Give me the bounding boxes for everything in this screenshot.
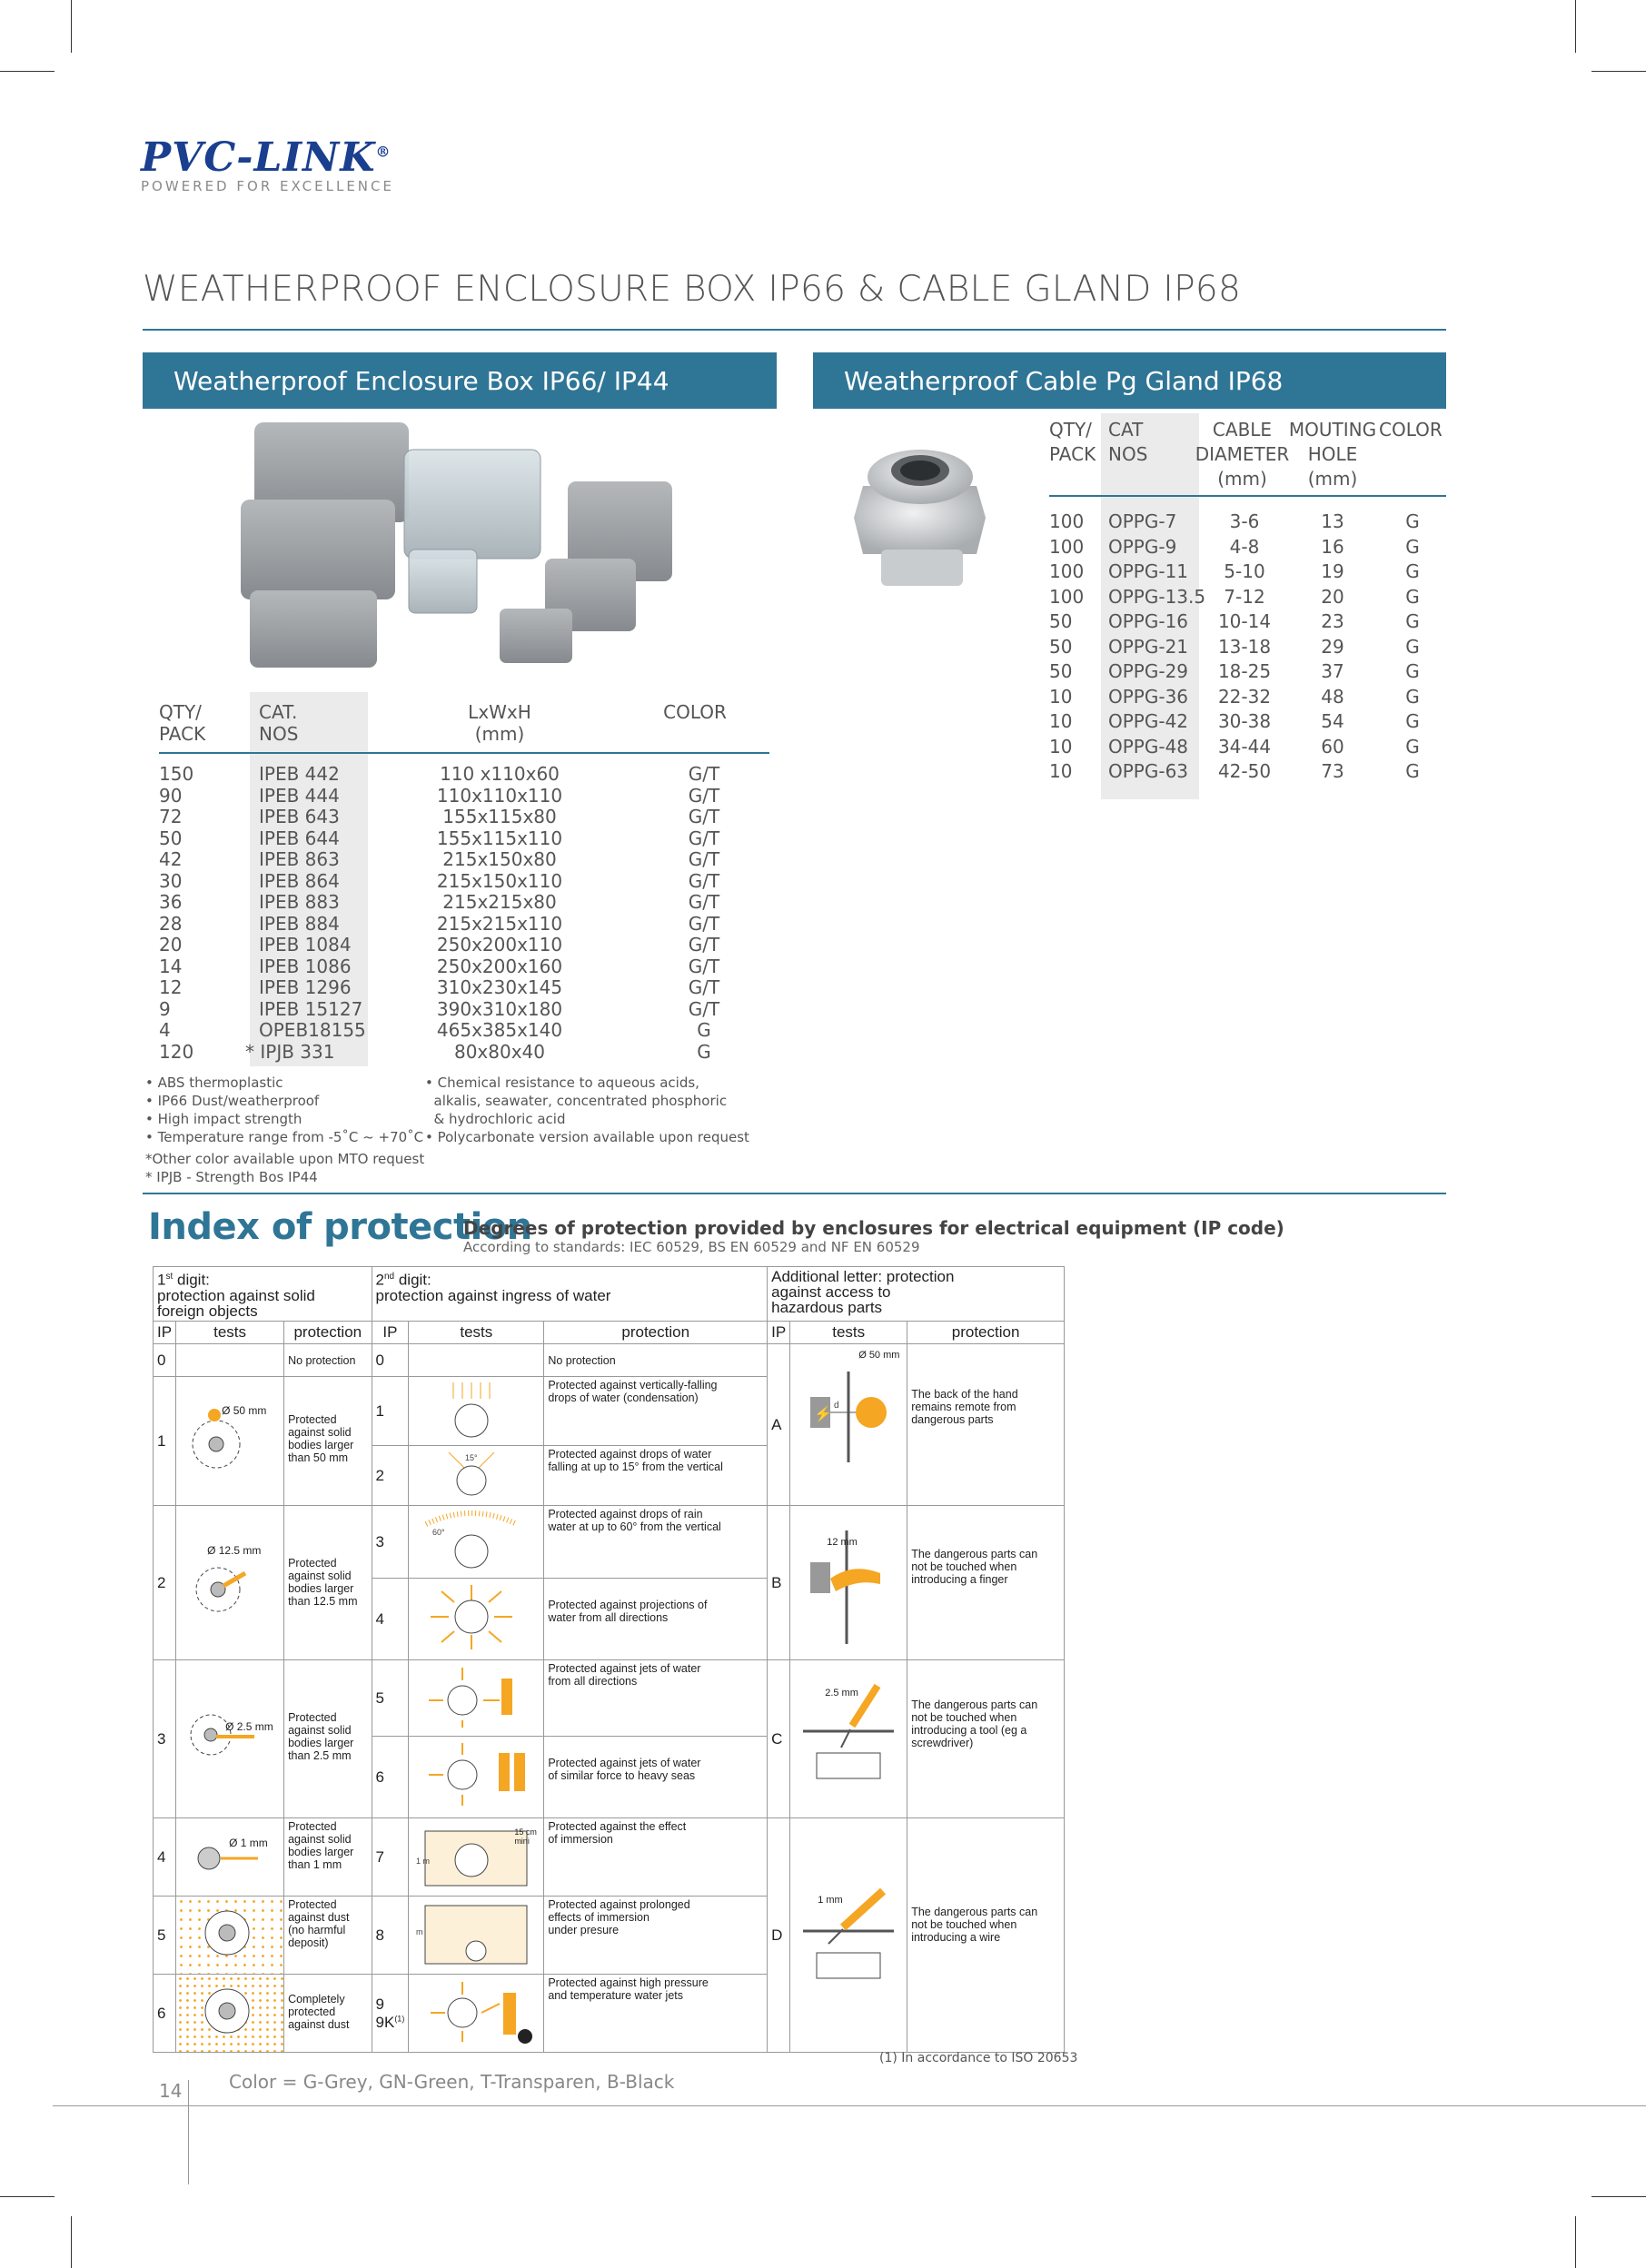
enc-cat: IPEB 1086 xyxy=(259,955,352,977)
gland-dia: 13-18 xyxy=(1217,635,1272,658)
water-jet-icon xyxy=(412,1662,540,1729)
letter-prot-c: The dangerous parts can not be touched when introducing a tool (eg a screwdriver) xyxy=(907,1660,1065,1818)
enc-qty: 28 xyxy=(159,912,183,935)
brand-tagline: POWERED FOR EXCELLENCE xyxy=(141,178,394,194)
solid-12mm-icon xyxy=(180,1508,280,1653)
water-prot-9: Protected against high pressure and temperature water jets xyxy=(544,1975,768,2053)
gland-header-qty: QTY/ PACK xyxy=(1049,419,1096,465)
gland-cat: OPPG-63 xyxy=(1108,760,1189,782)
enc-color: G/T xyxy=(688,784,720,807)
water-ip-7: 7 xyxy=(372,1818,409,1897)
feature-item: * IPJB - Strength Bos IP44 xyxy=(145,1169,318,1185)
enc-color: G/T xyxy=(688,806,720,827)
ip-table: 1st digit: protection against solid foreign objects 2nd digit: protection against ingress of water Additional letter: protection against access to hazardous parts IP tests protection IP tests protection IP tests protection 0 No protection 0 No protection A Ø 50 mm ⚡ d The back of the hand remains remote from dangerous parts 1 Ø 50 mm Protected against solid bodies larger than 50 mm 1 Protected against vertically-falling drops of water (condensation) 2 15° Protected against drops of water falling at up to 15° from the vertical 2 Ø 12.5 mm Protected against solid bodies larger than 12.5 mm 3 60° Protected against drops of rain water at up to 60° from the vertical B 12 mm The dangerous parts can not be touched when introducing a finger 4 Protected against projections of water from all directions 3 Ø 2.5 mm Protected against solid bodies larger than 2.5 mm 5 Protected against jets of water from all directions C 2.5 mm The dangerous parts can not be touched when introducing a tool (eg a screwdriver) 6 Protected against jets of water of similar force to heavy seas 4 Ø 1 mm Protected against solid bodies larger than 1 mm 7 1 m 15 cm mini Protected against the effect of immersion D 1 mm The dangerous parts can not be touched when introducing a wire 5 Protected against dust (no harmful deposit) 8 m Protected against prolonged effects of immersion under presure 6 Completely protected against dust 9 $9K^{(1)}$ Protected against high pressure and temperature water jets xyxy=(153,1266,1065,2053)
enclosure-banner: Weatherproof Enclosure Box IP66/ IP44 xyxy=(143,352,777,409)
enc-dim: 310x230x145 xyxy=(436,976,563,998)
heavy-seas-icon xyxy=(412,1738,540,1811)
gland-color: G xyxy=(1405,510,1420,532)
enc-cat: * IPJB 331 xyxy=(245,1040,335,1063)
gland-header-hole: MOUTING HOLE (mm) xyxy=(1288,419,1377,490)
water-prot-0: No protection xyxy=(544,1344,768,1377)
features-right xyxy=(425,1074,749,1146)
brand-logo: PVC-LINK® xyxy=(141,134,392,181)
enc-qty: 20 xyxy=(159,934,183,956)
water-prot-4: Protected against projections of water from all directions xyxy=(544,1579,768,1660)
enclosure-row xyxy=(159,935,777,956)
enc-qty: 36 xyxy=(159,891,183,913)
gland-dia: 4-8 xyxy=(1229,535,1260,558)
letter-ip-c: C xyxy=(768,1660,790,1818)
enc-cat: OPEB18155 xyxy=(259,1019,366,1041)
enc-dim: 465x385x140 xyxy=(436,1019,563,1041)
water-ip-6: 6 xyxy=(372,1737,409,1818)
col-tests-2: tests xyxy=(409,1322,544,1344)
tool-test-icon xyxy=(794,1662,903,1807)
letter-prot-d: The dangerous parts can not be touched when introducing a wire xyxy=(907,1818,1065,2053)
water-prot-1: Protected against vertically-falling drops of water (condensation) xyxy=(544,1377,768,1446)
enclosure-row xyxy=(159,764,777,786)
gland-cat: OPPG-48 xyxy=(1108,735,1189,758)
gland-table xyxy=(1049,418,1449,799)
gland-qty: 100 xyxy=(1049,510,1085,532)
water-ip-2: 2 xyxy=(372,1446,409,1506)
letter-prot-b: The dangerous parts can not be touched when introducing a finger xyxy=(907,1506,1065,1660)
gland-row xyxy=(1049,611,1449,637)
gland-qty: 50 xyxy=(1049,610,1073,632)
enclosure-boxes-image xyxy=(227,413,681,677)
gland-row xyxy=(1049,687,1449,712)
enc-dim: 215x150x110 xyxy=(436,869,563,892)
solid-prot-3: Protected against solid bodies larger than 2.5 mm xyxy=(284,1660,372,1818)
col-ip-1: IP xyxy=(154,1322,176,1344)
gland-header-dia: CABLE DIAMETER (mm) xyxy=(1195,419,1290,490)
gland-hole: 23 xyxy=(1321,610,1344,632)
cable-gland-image xyxy=(840,436,999,595)
col-tests-1: tests xyxy=(176,1322,284,1344)
water-ip-5: 5 xyxy=(372,1660,409,1737)
enc-dim: 215x150x80 xyxy=(442,848,557,870)
enc-cat: IPEB 643 xyxy=(259,806,340,827)
gland-qty: 50 xyxy=(1049,635,1073,658)
enc-cat: IPEB 1084 xyxy=(259,934,352,956)
solid-prot-6: Completely protected against dust xyxy=(284,1975,372,2053)
gland-row xyxy=(1049,561,1449,587)
enc-qty: 90 xyxy=(159,784,183,807)
gland-dia: 42-50 xyxy=(1217,760,1272,782)
gland-color: G xyxy=(1405,660,1420,682)
enclosure-row xyxy=(159,807,777,828)
letter-ip-a: A xyxy=(768,1344,790,1506)
gland-row xyxy=(1049,537,1449,562)
gland-row xyxy=(1049,737,1449,762)
enc-dim: 110x110x110 xyxy=(436,784,563,807)
enc-cat: IPEB 15127 xyxy=(259,997,363,1020)
svg-text:60°: 60° xyxy=(432,1528,445,1537)
prolonged-immersion-icon xyxy=(412,1898,540,1967)
feature-item: • ABS thermoplastic xyxy=(145,1075,283,1091)
col-header-cat: CAT. NOS xyxy=(259,701,299,745)
color-legend: Color = G-Grey, GN-Green, T-Transparen, B-Black xyxy=(229,2071,675,2093)
solid-1mm-icon xyxy=(180,1820,280,1889)
feature-item: • High impact strength xyxy=(145,1111,302,1127)
solid-ip-3: 3 xyxy=(154,1660,176,1818)
ip-index-subtitle: Degrees of protection provided by enclosures for electrical equipment (IP code) xyxy=(463,1217,1284,1239)
gland-row xyxy=(1049,661,1449,687)
water-ip-9: 9 $9K^{(1)}$ xyxy=(372,1975,409,2053)
solid-prot-4: Protected against solid bodies larger than 1 mm xyxy=(284,1818,372,1897)
gland-banner: Weatherproof Cable Pg Gland IP68 xyxy=(813,352,1446,409)
enclosure-row xyxy=(159,977,777,999)
feature-item: • Polycarbonate version available upon request xyxy=(425,1129,749,1145)
gland-cat: OPPG-21 xyxy=(1108,635,1189,658)
drip-60deg-icon xyxy=(412,1508,540,1571)
enc-cat: IPEB 1296 xyxy=(259,976,352,998)
solid-2mm-icon xyxy=(180,1662,280,1807)
water-ip-3: 3 xyxy=(372,1506,409,1579)
gland-row xyxy=(1049,587,1449,612)
enc-color: G/T xyxy=(688,997,720,1020)
gland-color: G xyxy=(1405,760,1420,782)
enclosure-row xyxy=(159,999,777,1021)
enc-cat: IPEB 864 xyxy=(259,869,340,892)
enc-dim: 390x310x180 xyxy=(436,997,563,1020)
enclosure-row xyxy=(159,914,777,936)
enclosure-row xyxy=(159,892,777,914)
gland-qty: 50 xyxy=(1049,660,1073,682)
enc-color: G/T xyxy=(688,827,720,849)
enc-cat: IPEB 444 xyxy=(259,784,340,807)
enc-color: G/T xyxy=(688,848,720,870)
gland-dia: 18-25 xyxy=(1217,660,1272,682)
gland-hole: 13 xyxy=(1321,510,1344,532)
gland-color: G xyxy=(1405,535,1420,558)
gland-cat: OPPG-7 xyxy=(1108,510,1177,532)
water-ip-1: 1 xyxy=(372,1377,409,1446)
enc-qty: 4 xyxy=(159,1019,171,1041)
gland-color: G xyxy=(1405,735,1420,758)
gland-hole: 37 xyxy=(1321,660,1344,682)
first-digit-header: 1st digit: protection against solid foreign objects xyxy=(154,1267,372,1322)
gland-color: G xyxy=(1405,560,1420,582)
svg-text:d: d xyxy=(834,1401,839,1411)
enclosure-row xyxy=(159,871,777,893)
gland-header-cat: CAT NOS xyxy=(1108,419,1148,465)
gland-qty: 100 xyxy=(1049,560,1085,582)
gland-cat: OPPG-11 xyxy=(1108,560,1189,582)
solid-ip-0: 0 xyxy=(154,1344,176,1377)
water-prot-8: Protected against prolonged effects of immersion under presure xyxy=(544,1897,768,1975)
gland-cat: OPPG-13.5 xyxy=(1108,585,1206,608)
enc-cat: IPEB 442 xyxy=(259,763,340,785)
gland-cat: OPPG-36 xyxy=(1108,685,1189,708)
gland-dia: 7-12 xyxy=(1224,585,1265,608)
col-header-dim: LxWxH (mm) xyxy=(468,701,531,745)
gland-qty: 100 xyxy=(1049,585,1085,608)
water-ip-0: 0 xyxy=(372,1344,409,1377)
solid-prot-1: Protected against solid bodies larger than 50 mm xyxy=(284,1377,372,1506)
gland-dia: 10-14 xyxy=(1217,610,1272,632)
gland-hole: 19 xyxy=(1321,560,1344,582)
solid-ip-6: 6 xyxy=(154,1975,176,2053)
dust-tight-icon xyxy=(180,1976,280,2045)
gland-hole: 73 xyxy=(1321,760,1344,782)
letter-ip-b: B xyxy=(768,1506,790,1660)
gland-cat: OPPG-9 xyxy=(1108,535,1177,558)
solid-prot-0: No protection xyxy=(284,1344,372,1377)
enc-qty: 120 xyxy=(159,1040,194,1063)
gland-color: G xyxy=(1405,635,1420,658)
svg-text:15°: 15° xyxy=(465,1453,478,1462)
col-prot-3: protection xyxy=(907,1322,1065,1344)
features-left xyxy=(145,1074,423,1146)
gland-row xyxy=(1049,761,1449,787)
gland-qty: 10 xyxy=(1049,760,1073,782)
gland-cat: OPPG-29 xyxy=(1108,660,1189,682)
svg-text:1 m: 1 m xyxy=(416,1857,431,1866)
water-prot-6: Protected against jets of water of similar force to heavy seas xyxy=(544,1737,768,1818)
feature-item: & hydrochloric acid xyxy=(425,1111,566,1127)
finger-test-icon xyxy=(794,1508,903,1644)
ip-footnote: (1) In accordance to ISO 20653 xyxy=(879,2051,1078,2065)
gland-dia: 3-6 xyxy=(1229,510,1260,532)
second-digit-header: 2nd digit: protection against ingress of water xyxy=(372,1267,768,1322)
feature-item: alkalis, seawater, concentrated phosphoric xyxy=(425,1093,728,1109)
col-prot-2: protection xyxy=(544,1322,768,1344)
enc-color: G/T xyxy=(688,976,720,998)
gland-row xyxy=(1049,711,1449,737)
gland-qty: 10 xyxy=(1049,735,1073,758)
enc-dim: 215x215x80 xyxy=(442,891,557,913)
enclosure-table xyxy=(159,702,777,1075)
col-prot-1: protection xyxy=(284,1322,372,1344)
letter-header: Additional letter: protection against access to hazardous parts xyxy=(768,1267,1065,1322)
enc-qty: 30 xyxy=(159,869,183,892)
gland-header-color: COLOR xyxy=(1379,419,1443,441)
enc-color: G/T xyxy=(688,869,720,892)
gland-dia: 5-10 xyxy=(1224,560,1265,582)
page-number: 14 xyxy=(159,2080,183,2102)
col-ip-2: IP xyxy=(372,1322,409,1344)
enc-qty: 42 xyxy=(159,848,183,870)
drip-vertical-icon xyxy=(412,1379,540,1439)
letter-ip-d: D xyxy=(768,1818,790,2053)
enc-dim: 155x115x80 xyxy=(442,806,557,827)
gland-qty: 10 xyxy=(1049,685,1073,708)
ip-index-title: Index of protection xyxy=(148,1206,532,1248)
gland-color: G xyxy=(1405,710,1420,732)
drip-15deg-icon xyxy=(412,1448,540,1499)
section-rule xyxy=(143,1193,1446,1194)
enc-color: G xyxy=(697,1040,711,1063)
enc-dim: 250x200x110 xyxy=(436,934,563,956)
gland-hole: 20 xyxy=(1321,585,1344,608)
enc-dim: 250x200x160 xyxy=(436,955,563,977)
solid-ip-4: 4 xyxy=(154,1818,176,1897)
solid-ip-1: 1 xyxy=(154,1377,176,1506)
enc-cat: IPEB 884 xyxy=(259,912,340,935)
enc-color: G/T xyxy=(688,763,720,785)
enc-dim: 110 x110x60 xyxy=(440,763,560,785)
gland-dia: 34-44 xyxy=(1217,735,1272,758)
gland-cat: OPPG-42 xyxy=(1108,710,1189,732)
svg-text:⚡: ⚡ xyxy=(814,1407,833,1422)
enclosure-row xyxy=(159,786,777,807)
gland-color: G xyxy=(1405,610,1420,632)
enclosure-notes xyxy=(145,1150,424,1186)
enc-dim: 215x215x110 xyxy=(436,912,563,935)
gland-dia: 30-38 xyxy=(1217,710,1272,732)
ip-index-standards: According to standards: IEC 60529, BS EN 60529 and NF EN 60529 xyxy=(463,1239,920,1255)
gland-hole: 29 xyxy=(1321,635,1344,658)
title-rule xyxy=(143,329,1446,331)
water-prot-7: Protected against the effect of immersion xyxy=(544,1818,768,1897)
enc-color: G xyxy=(697,1019,711,1041)
water-prot-2: Protected against drops of water falling at up to 15° from the vertical xyxy=(544,1446,768,1506)
enclosure-row xyxy=(159,1042,777,1064)
enc-cat: IPEB 883 xyxy=(259,891,340,913)
hand-test-icon xyxy=(794,1362,903,1462)
feature-item: • Temperature range from -5˚C ~ +70˚C xyxy=(145,1129,424,1145)
letter-prot-a: The back of the hand remains remote from dangerous parts xyxy=(907,1344,1065,1506)
enc-color: G/T xyxy=(688,934,720,956)
feature-item: *Other color available upon MTO request xyxy=(145,1151,425,1167)
enc-color: G/T xyxy=(688,955,720,977)
solid-prot-5: Protected against dust (no harmful deposit) xyxy=(284,1897,372,1975)
enc-qty: 14 xyxy=(159,955,183,977)
enc-color: G/T xyxy=(688,912,720,935)
gland-hole: 16 xyxy=(1321,535,1344,558)
enclosure-row xyxy=(159,828,777,850)
enc-color: G/T xyxy=(688,891,720,913)
enclosure-row xyxy=(159,956,777,978)
enc-qty: 50 xyxy=(159,827,183,849)
drip-all-directions-icon xyxy=(412,1580,540,1653)
enc-qty: 12 xyxy=(159,976,183,998)
gland-hole: 48 xyxy=(1321,685,1344,708)
enc-cat: IPEB 644 xyxy=(259,827,340,849)
gland-hole: 54 xyxy=(1321,710,1344,732)
high-pressure-icon xyxy=(412,1976,540,2045)
water-prot-5: Protected against jets of water from all directions xyxy=(544,1660,768,1737)
gland-cat: OPPG-16 xyxy=(1108,610,1189,632)
enc-qty: 72 xyxy=(159,806,183,827)
water-prot-3: Protected against drops of rain water at up to 60° from the vertical xyxy=(544,1506,768,1579)
col-header-color: COLOR xyxy=(663,701,727,723)
gland-qty: 100 xyxy=(1049,535,1085,558)
enc-dim: 80x80x40 xyxy=(453,1040,546,1063)
page-title: WEATHERPROOF ENCLOSURE BOX IP66 & CABLE GLAND IP68 xyxy=(143,269,1242,310)
wire-test-icon xyxy=(794,1820,903,2029)
svg-text:m: m xyxy=(416,1927,423,1936)
water-ip-8: 8 xyxy=(372,1897,409,1975)
col-tests-3: tests xyxy=(790,1322,907,1344)
enc-dim: 155x115x110 xyxy=(436,827,563,849)
gland-row xyxy=(1049,511,1449,537)
solid-prot-2: Protected against solid bodies larger than 12.5 mm xyxy=(284,1506,372,1660)
enclosure-row xyxy=(159,849,777,871)
dust-icon xyxy=(180,1898,280,1967)
solid-ip-5: 5 xyxy=(154,1897,176,1975)
feature-item: • IP66 Dust/weatherproof xyxy=(145,1093,320,1109)
col-ip-3: IP xyxy=(768,1322,790,1344)
enc-qty: 9 xyxy=(159,997,171,1020)
gland-row xyxy=(1049,637,1449,662)
col-header-qty: QTY/ PACK xyxy=(159,701,206,745)
feature-item: • Chemical resistance to aqueous acids, xyxy=(425,1075,699,1091)
water-ip-4: 4 xyxy=(372,1579,409,1660)
gland-color: G xyxy=(1405,585,1420,608)
solid-ip-2: 2 xyxy=(154,1506,176,1660)
enc-cat: IPEB 863 xyxy=(259,848,340,870)
solid-50mm-icon xyxy=(180,1379,280,1479)
enc-qty: 150 xyxy=(159,763,194,785)
gland-dia: 22-32 xyxy=(1217,685,1272,708)
gland-color: G xyxy=(1405,685,1420,708)
gland-hole: 60 xyxy=(1321,735,1344,758)
gland-qty: 10 xyxy=(1049,710,1073,732)
enclosure-row xyxy=(159,1020,777,1042)
